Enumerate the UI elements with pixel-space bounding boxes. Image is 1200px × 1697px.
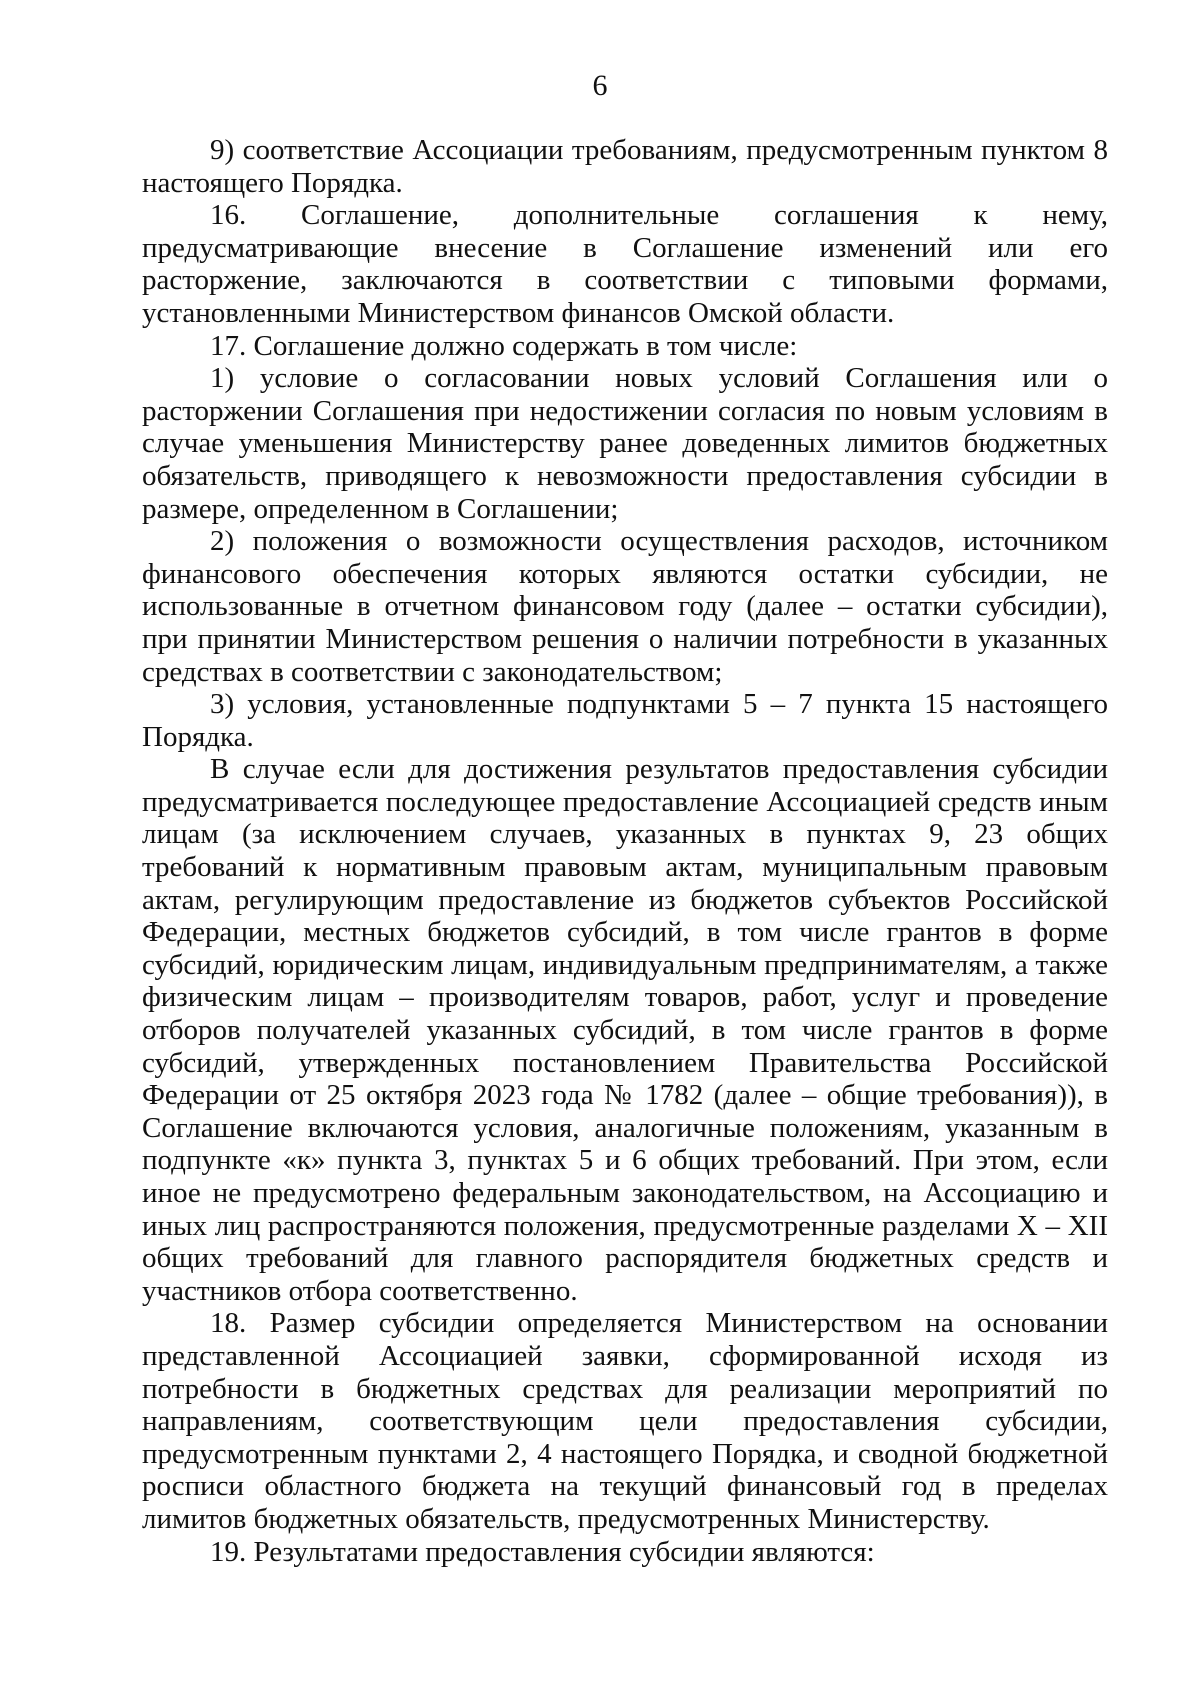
paragraph-clause-17: 17. Соглашение должно содержать в том числе:: [210, 329, 798, 362]
paragraph-clause-18: 18. Размер субсидии определяется Министерством на основании представленной Ассоциацией заявки, сформированной исходя из потребности в бюджетных средствах для реализации мероприятий по направлениям, соответствующим цели предоставления субсидии, предусмотренным пунктами 2, 4 настоящего Порядка, и сводной бюджетной росписи областного бюджета на текущий финансовый год в пределах лимитов бюджетных обязательств, предусмотренных Министерству.: [142, 1307, 1108, 1535]
paragraph-item-9: 9) соответствие Ассоциации требованиям, предусмотренным пунктом 8 настоящего Порядка.: [142, 134, 1108, 199]
paragraph-clause-19: 19. Результатами предоставления субсидии являются:: [210, 1535, 875, 1568]
paragraph-other-persons: В случае если для достижения результатов предоставления субсидии предусматривается последующее предоставление Ассоциацией средств иным лицам (за исключением случаев, указанных в пунктах 9, 23 общих требований к нормативным правовым актам, муниципальным правовым актам, регулирующим предоставление из бюджетов субъектов Российской Федерации, местных бюджетов субсидий, в том числе грантов в форме субсидий, юридическим лицам, индивидуальным предпринимателям, а также физическим лицам – производителям товаров, работ, услуг и проведение отборов получателей указанных субсидий, в том числе грантов в форме субсидий, утвержденных постановлением Правительства Российской Федерации от 25 октября 2023 года № 1782 (далее – общие требования)), в Соглашение включаются условия, аналогичные положениям, указанным в подпункте «к» пункта 3, пунктах 5 и 6 общих требований. При этом, если иное не предусмотрено федеральным законодательством, на Ассоциацию и иных лиц распространяются положения, предусмотренные разделами X – XII общих требований для главного распорядителя бюджетных средств и участников отбора соответственно.: [142, 753, 1108, 1307]
paragraph-subitem-2: 2) положения о возможности осуществления расходов, источником финансового обеспечения которых являются остатки субсидии, не использованные в отчетном финансовом году (далее – остатки субсидии), при принятии Министерством решения о наличии потребности в указанных средствах в соответствии с законодательством;: [142, 525, 1108, 688]
paragraph-subitem-1: 1) условие о согласовании новых условий Соглашения или о расторжении Соглашения при недостижении согласия по новым условиям в случае уменьшения Министерству ранее доведенных лимитов бюджетных обязательств, приводящего к невозможности предоставления субсидии в размере, определенном в Соглашении;: [142, 362, 1108, 525]
page-number: 6: [592, 69, 608, 102]
paragraph-subitem-3: 3) условия, установленные подпунктами 5 – 7 пункта 15 настоящего Порядка.: [142, 688, 1108, 753]
paragraph-clause-16: 16. Соглашение, дополнительные соглашения к нему, предусматривающие внесение в Соглашение изменений или его расторжение, заключаются в соответствии с типовыми формами, установленными Министерством финансов Омской области.: [142, 199, 1108, 329]
document-body: [142, 134, 1108, 1568]
